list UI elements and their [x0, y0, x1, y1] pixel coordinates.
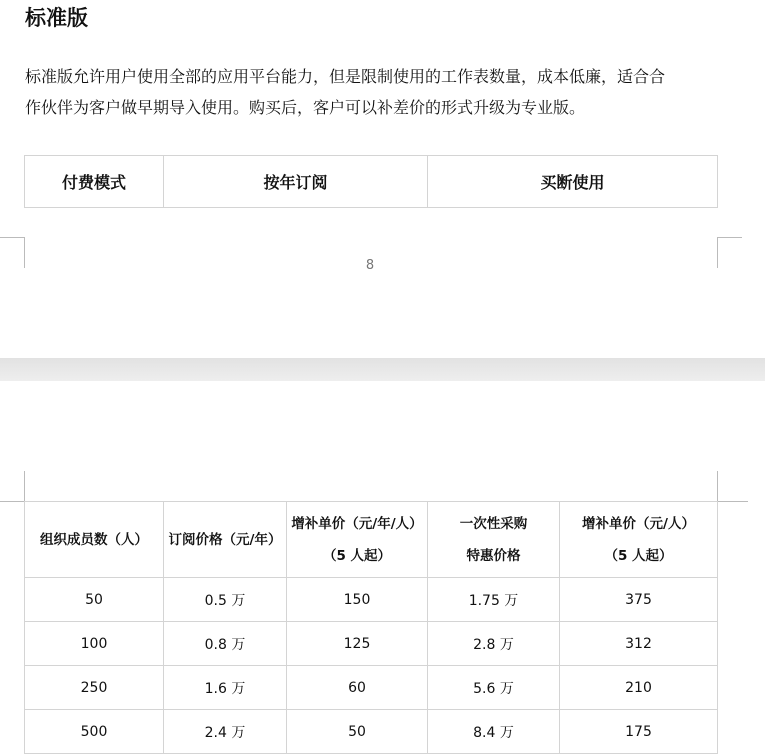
table-cell: 210 — [560, 666, 718, 710]
table-cell: 付费模式 — [25, 156, 164, 208]
table-cell: 1.6 万 — [164, 666, 287, 710]
table-cell: 买断使用 — [428, 156, 718, 208]
table-cell: 2.8 万 — [428, 622, 560, 666]
paragraph-line: 作伙伴为客户做早期导入使用。购买后，客户可以补差价的形式升级为专业版。 — [25, 98, 586, 117]
table-cell: 60 — [287, 666, 428, 710]
header-text: 增补单价（元/年/人） — [291, 515, 423, 532]
intro-paragraph — [25, 61, 725, 123]
table-cell: 312 — [560, 622, 718, 666]
page-number: 8 — [365, 258, 375, 273]
page-corner-mark — [0, 471, 25, 502]
header-text: （5 人起） — [604, 547, 673, 564]
header-cell — [25, 502, 164, 578]
section-heading: 标准版 — [25, 6, 88, 30]
table-cell: 250 — [25, 666, 164, 710]
table-row — [25, 578, 718, 622]
header-text: 组织成员数（人） — [40, 531, 148, 548]
table-cell: 125 — [287, 622, 428, 666]
header-cell — [164, 502, 287, 578]
table-cell: 375 — [560, 578, 718, 622]
table-cell: 175 — [560, 710, 718, 754]
header-cell — [560, 502, 718, 578]
table-cell: 0.5 万 — [164, 578, 287, 622]
page-corner-mark — [717, 471, 748, 502]
paragraph-line: 标准版允许用户使用全部的应用平台能力，但是限制使用的工作表数量，成本低廉，适合合 — [25, 67, 666, 86]
table-cell: 100 — [25, 622, 164, 666]
table-header-row — [25, 502, 718, 578]
table-cell: 1.75 万 — [428, 578, 560, 622]
document-page-top — [0, 0, 765, 358]
page-separator — [0, 358, 765, 381]
table-cell: 8.4 万 — [428, 710, 560, 754]
header-text: 订阅价格（元/年） — [168, 531, 282, 548]
table-cell: 50 — [287, 710, 428, 754]
page-corner-mark — [717, 237, 742, 268]
table-row — [25, 622, 718, 666]
header-text: （5 人起） — [322, 547, 392, 564]
table-cell: 按年订阅 — [164, 156, 428, 208]
header-text: 特惠价格 — [466, 547, 521, 564]
table-cell: 150 — [287, 578, 428, 622]
table-cell: 50 — [25, 578, 164, 622]
pricing-table — [24, 501, 718, 754]
table-row — [25, 156, 718, 208]
header-text: 增补单价（元/人） — [582, 515, 695, 532]
page-corner-mark — [0, 237, 25, 268]
table-cell: 2.4 万 — [164, 710, 287, 754]
header-text: 一次性采购 — [459, 515, 528, 532]
table-row — [25, 710, 718, 754]
header-cell — [428, 502, 560, 578]
table-cell: 0.8 万 — [164, 622, 287, 666]
table-cell: 500 — [25, 710, 164, 754]
table-row — [25, 666, 718, 710]
table-cell: 5.6 万 — [428, 666, 560, 710]
header-cell — [287, 502, 428, 578]
payment-mode-table — [24, 155, 718, 208]
